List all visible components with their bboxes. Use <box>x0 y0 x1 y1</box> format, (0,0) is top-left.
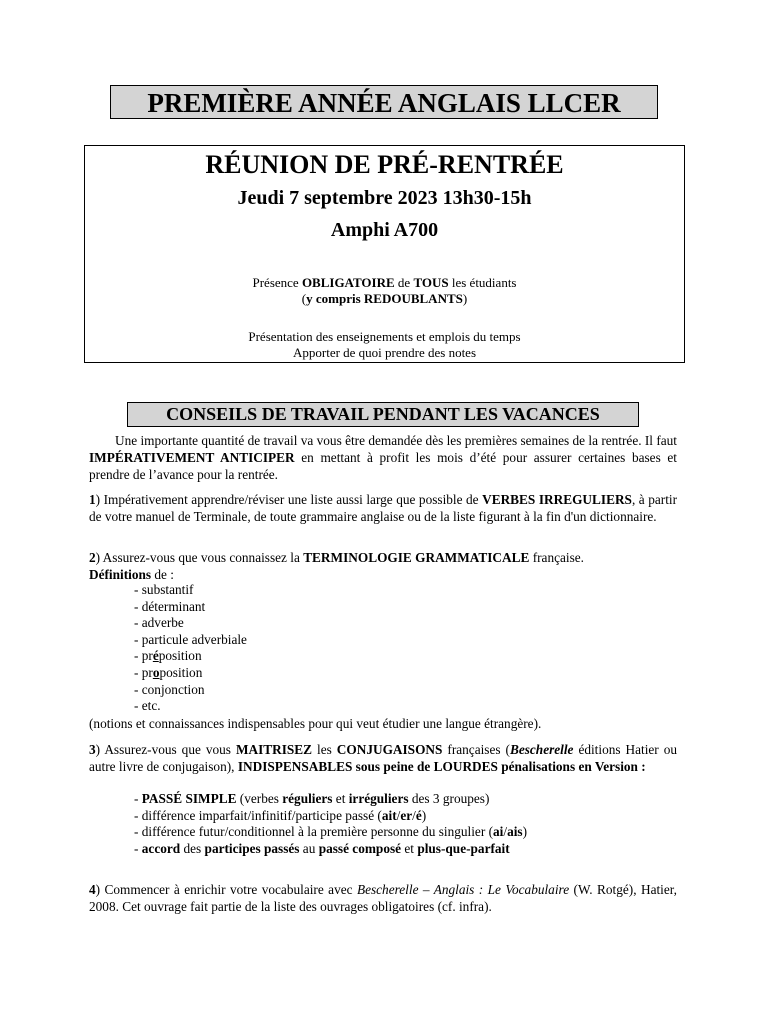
meeting-title: RÉUNION DE PRÉ-RENTRÉE <box>205 150 564 179</box>
list-item-text: et <box>332 791 349 806</box>
intro-paragraph <box>89 432 677 483</box>
item-2-paragraph <box>89 549 677 583</box>
list-item-emphasis: PASSÉ SIMPLE <box>141 791 237 806</box>
list-item-emphasis: ais <box>507 824 523 840</box>
list-item-emphasis: passé composé <box>318 840 402 856</box>
item-text: éditions Hatier ou autre livre de conjugaison), <box>89 742 678 774</box>
presence-text: ( <box>301 291 307 306</box>
intro-text: Une importante quantité de travail va vous être demandée dès les premières semaines de la rentrée. Il faut <box>115 433 677 448</box>
list-item-emphasis: plus-que-parfait <box>417 840 510 856</box>
item-emphasis: CONJUGAISONS <box>336 742 443 757</box>
list-item: - adverbe <box>134 615 184 631</box>
list-item-text: - pr <box>134 648 153 664</box>
item-number: 1 <box>89 492 96 507</box>
list-item <box>134 824 527 841</box>
list-item-emphasis: er <box>400 807 413 823</box>
list-item-text: - <box>134 840 142 856</box>
list-item-text: - pr <box>134 664 153 680</box>
item-text: françaises ( <box>442 742 510 757</box>
list-item-text: / <box>396 807 401 823</box>
item-number: 2 <box>89 550 96 565</box>
item-4-paragraph <box>89 881 677 915</box>
intro-emphasis: IMPÉRATIVEMENT ANTICIPER <box>89 450 295 465</box>
presence-emphasis: y compris REDOUBLANTS <box>306 291 463 306</box>
info-line-2: Apporter de quoi prendre des notes <box>292 345 477 360</box>
book-title: Bescherelle <box>509 742 574 757</box>
terminology-list <box>134 582 247 715</box>
item-text: de : <box>151 567 174 582</box>
presence-text: Présence <box>252 275 302 290</box>
item-text: , à partir de votre manuel de Terminale, de toute grammaire anglaise ou de la liste figurant à la fin d'un dictionnaire. <box>89 492 678 524</box>
list-item: - conjonction <box>134 681 205 697</box>
info-line-1: Présentation des enseignements et emplois du temps <box>248 329 521 344</box>
presence-text: de <box>394 275 414 290</box>
presence-text: les étudiants <box>448 275 517 290</box>
item-text: ) Commencer à enrichir votre vocabulaire avec <box>95 882 357 897</box>
meeting-room: Amphi A700 <box>330 219 439 241</box>
presence-text: ) <box>462 291 468 306</box>
item-emphasis: INDISPENSABLES sous peine de LOURDES pénalisations en Version : <box>237 759 646 774</box>
list-item-emphasis: o <box>152 664 160 680</box>
item-text: (W. Rotgé), Hatier, 2008. Cet ouvrage fait partie de la liste des ouvrages obligatoires (cf. infra). <box>89 882 677 914</box>
definitions-label: Définitions <box>89 567 152 582</box>
item-text: ) Assurez-vous que vous connaissez la <box>95 550 304 565</box>
list-item-text: / <box>503 824 508 840</box>
item-number: 4 <box>89 882 96 897</box>
list-item-text: - différence futur/conditionnel à la première personne du singulier ( <box>134 824 494 840</box>
item-3-paragraph <box>89 741 677 775</box>
list-item-emphasis: é <box>152 648 159 664</box>
list-item <box>134 791 527 808</box>
item-text: ) Impérativement apprendre/réviser une liste aussi large que possible de <box>95 492 483 507</box>
item-text: ) Assurez-vous que vous <box>95 742 236 757</box>
presence-line-2 <box>85 291 684 307</box>
list-item-text: des 3 groupes) <box>408 791 490 806</box>
list-item-text: et <box>401 840 418 856</box>
meeting-box <box>84 145 685 363</box>
meeting-date: Jeudi 7 septembre 2023 13h30-15h <box>237 187 532 209</box>
conjugation-list <box>134 791 527 857</box>
list-item: - substantif <box>134 582 194 597</box>
list-item <box>134 665 247 682</box>
list-item-text: / <box>412 807 416 823</box>
list-item: - etc. <box>134 698 161 714</box>
list-item <box>134 648 247 665</box>
section-title-text: CONSEILS DE TRAVAIL PENDANT LES VACANCES <box>166 404 600 424</box>
item-number: 3 <box>89 742 96 757</box>
list-item-text: ) <box>421 807 427 823</box>
list-item-text: position <box>158 648 202 664</box>
presence-line <box>85 275 684 291</box>
presence-emphasis: OBLIGATOIRE <box>301 275 395 290</box>
list-item-emphasis: é <box>415 807 422 823</box>
item-emphasis: VERBES IRREGULIERS <box>482 492 632 507</box>
list-item-text: - différence imparfait/infinitif/participe passé ( <box>134 807 382 823</box>
list-item-text: des <box>180 840 205 856</box>
list-item-emphasis: réguliers <box>282 791 333 806</box>
section-title <box>127 402 639 427</box>
list-item-emphasis: ai <box>493 824 504 840</box>
item-emphasis: TERMINOLOGIE GRAMMATICALE <box>303 550 530 565</box>
list-item: - particule adverbiale <box>134 631 247 647</box>
list-item-text: ) <box>522 824 528 840</box>
item-text: française. <box>529 550 585 565</box>
list-item: - déterminant <box>134 598 206 614</box>
list-item-text: (verbes <box>236 791 283 806</box>
book-title: Bescherelle – Anglais : Le Vocabulaire <box>356 882 570 897</box>
list-item-emphasis: participes passés <box>204 840 300 856</box>
page-title <box>110 85 658 119</box>
presence-emphasis: TOUS <box>413 275 449 290</box>
page-title-text: PREMIÈRE ANNÉE ANGLAIS LLCER <box>147 88 621 118</box>
terminology-note: (notions et connaissances indispensables pour qui veut étudier une langue étrangère). <box>89 716 542 731</box>
list-item-text: position <box>159 664 203 680</box>
list-item <box>134 808 527 825</box>
list-item-emphasis: irréguliers <box>348 791 409 806</box>
item-emphasis: MAITRISEZ <box>235 742 313 757</box>
list-item-text: au <box>299 840 319 856</box>
item-text: les <box>312 742 337 757</box>
list-item-text: - <box>134 791 142 806</box>
list-item-emphasis: ait <box>381 807 397 823</box>
list-item-emphasis: accord <box>141 840 181 856</box>
item-1-paragraph <box>89 491 677 525</box>
intro-text: en mettant à profit les mois d’été pour assurer certaines bases et prendre de l’avance pour la rentrée. <box>89 450 677 482</box>
list-item <box>134 841 527 858</box>
